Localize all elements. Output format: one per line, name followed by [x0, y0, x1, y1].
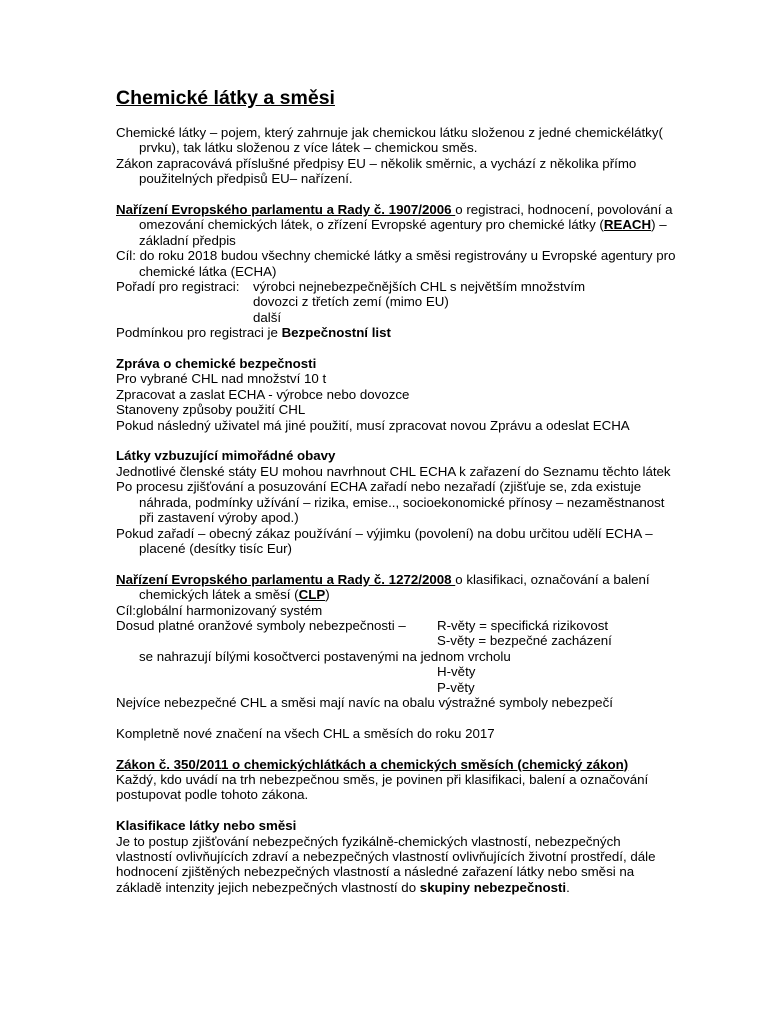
reach-condition-text: Podmínkou pro registraci je	[116, 325, 282, 341]
report-line-2: Zpracovat a zaslat ECHA - výrobce nebo dovozce	[116, 386, 410, 402]
reach-goal: Cíl: do roku 2018 budou všechny chemické látky a směsi registrovány u Evropské agentury pro chemické látka (ECHA)	[116, 248, 676, 279]
reach-condition-bold: Bezpečnostní list	[281, 325, 391, 341]
intro-paragraph-2: Zákon zapracovává příslušné předpisy EU – několik směrnic, a vychází z několika přímo použitelných předpisů EU– nařízení.	[116, 155, 637, 187]
report-line-3: Stanoveny způsoby použití CHL	[116, 402, 306, 418]
reach-text-b: ) – základní předpis	[139, 217, 667, 248]
intro-paragraph-1: Chemické látky – pojem, který zahrnuje jak chemickou látku složenou z jedné chemickélátky( prvku), tak látku složenou z více látek – chemickou směs.	[116, 125, 663, 156]
svhc-line-1: Jednotlivé členské státy EU mohou navrhnout CHL ECHA k zařazení do Seznamu těchto látek	[116, 463, 671, 479]
reach-order-item-3: další	[253, 309, 282, 325]
clp-deadline: Kompletně nové značení na všech CHL a směsích do roku 2017	[116, 725, 495, 741]
law-heading: Zákon č. 350/2011 o chemickýchlátkách a chemických směsích (chemický zákon)	[116, 756, 629, 772]
clp-paragraph	[116, 572, 676, 603]
clp-text-a: o klasifikaci, označování a balení chemických látek a směsí (	[139, 571, 650, 603]
clp-r-phrases: R-věty = specifická rizikovost	[437, 617, 609, 633]
law-text: Každý, kdo uvádí na trh nebezpečnou směs, je povinen při klasifikaci, balení a označování postupovat podle tohoto zákona.	[116, 771, 649, 803]
svhc-heading: Látky vzbuzující mimořádné obavy	[116, 448, 336, 464]
reach-order-item-1: výrobci nejnebezpečnějších CHL s největším množstvím	[253, 279, 586, 295]
reach-text-a: o registraci, hodnocení, povolování a omezování chemických látek, o zřízení Evropské agentury pro chemické látky (	[139, 202, 673, 233]
classification-text-a: Je to postup zjišťování nebezpečných fyzikálně-chemických vlastností, nebezpečných vlastností ovlivňujících zdraví a nebezpečných vlastností ovlivňujících životní prostředí, dále hodnocení zjištěných nebezpečných vlastností a následné zařazení látky nebo směsi na základě intenzity jejich nebezpečných vlastností do	[116, 833, 656, 895]
classification-text	[116, 834, 676, 896]
page-title: Chemické látky a směsi	[116, 87, 335, 109]
clp-symbols-label: Dosud platné oranžové symboly nebezpečnosti –	[116, 617, 406, 633]
clp-text-b: )	[325, 587, 330, 603]
clp-heading: Nařízení Evropského parlamentu a Rady č. 1272/2008	[116, 571, 456, 587]
reach-order-item-2: dovozci z třetích zemí (mimo EU)	[253, 294, 449, 310]
clp-s-phrases: S-věty = bezpečné zacházení	[437, 633, 612, 649]
reach-condition	[116, 325, 676, 340]
document-body	[116, 86, 676, 895]
reach-paragraph	[116, 202, 676, 248]
reach-heading: Nařízení Evropského parlamentu a Rady č. 1907/2006	[116, 202, 456, 218]
classification-heading: Klasifikace látky nebo směsi	[116, 818, 297, 834]
clp-h-phrases: H-věty	[437, 664, 476, 680]
clp-goal: Cíl:globální harmonizovaný systém	[116, 602, 323, 618]
clp-symbols-line	[116, 618, 676, 633]
reach-order-line	[116, 279, 676, 294]
report-heading: Zpráva o chemické bezpečnosti	[116, 356, 317, 372]
reach-acronym: REACH	[603, 217, 652, 233]
classification-text-end: .	[566, 879, 570, 895]
clp-warning: Nejvíce nebezpečné CHL a směsi mají navíc na obalu výstražné symboly nebezpečí	[116, 694, 613, 710]
clp-p-phrases: P-věty	[437, 679, 475, 695]
clp-acronym: CLP	[298, 587, 326, 603]
svhc-line-2: Po procesu zjišťování a posuzování ECHA zařadí nebo nezařadí (zjišťuje se, zda existuje náhrada, podmínky užívání – rizika, emise.., socioekonomické přínosy – nezaměstnanost při zastavení výroby apod.)	[116, 479, 665, 526]
report-line-1: Pro vybrané CHL nad množství 10 t	[116, 371, 327, 387]
classification-text-bold: skupiny nebezpečnosti	[419, 879, 567, 895]
clp-replaced: se nahrazují bílými kosočtverci postavenými na jednom vrcholu	[139, 648, 511, 664]
report-line-4: Pokud následný uživatel má jiné použití, musí zpracovat novou Zprávu a odeslat ECHA	[116, 417, 630, 433]
svhc-line-3: Pokud zařadí – obecný zákaz používání – výjimku (povolení) na dobu určitou udělí ECHA – placené (desítky tisíc Eur)	[116, 525, 653, 556]
reach-order-label: Pořadí pro registraci:	[116, 279, 240, 295]
